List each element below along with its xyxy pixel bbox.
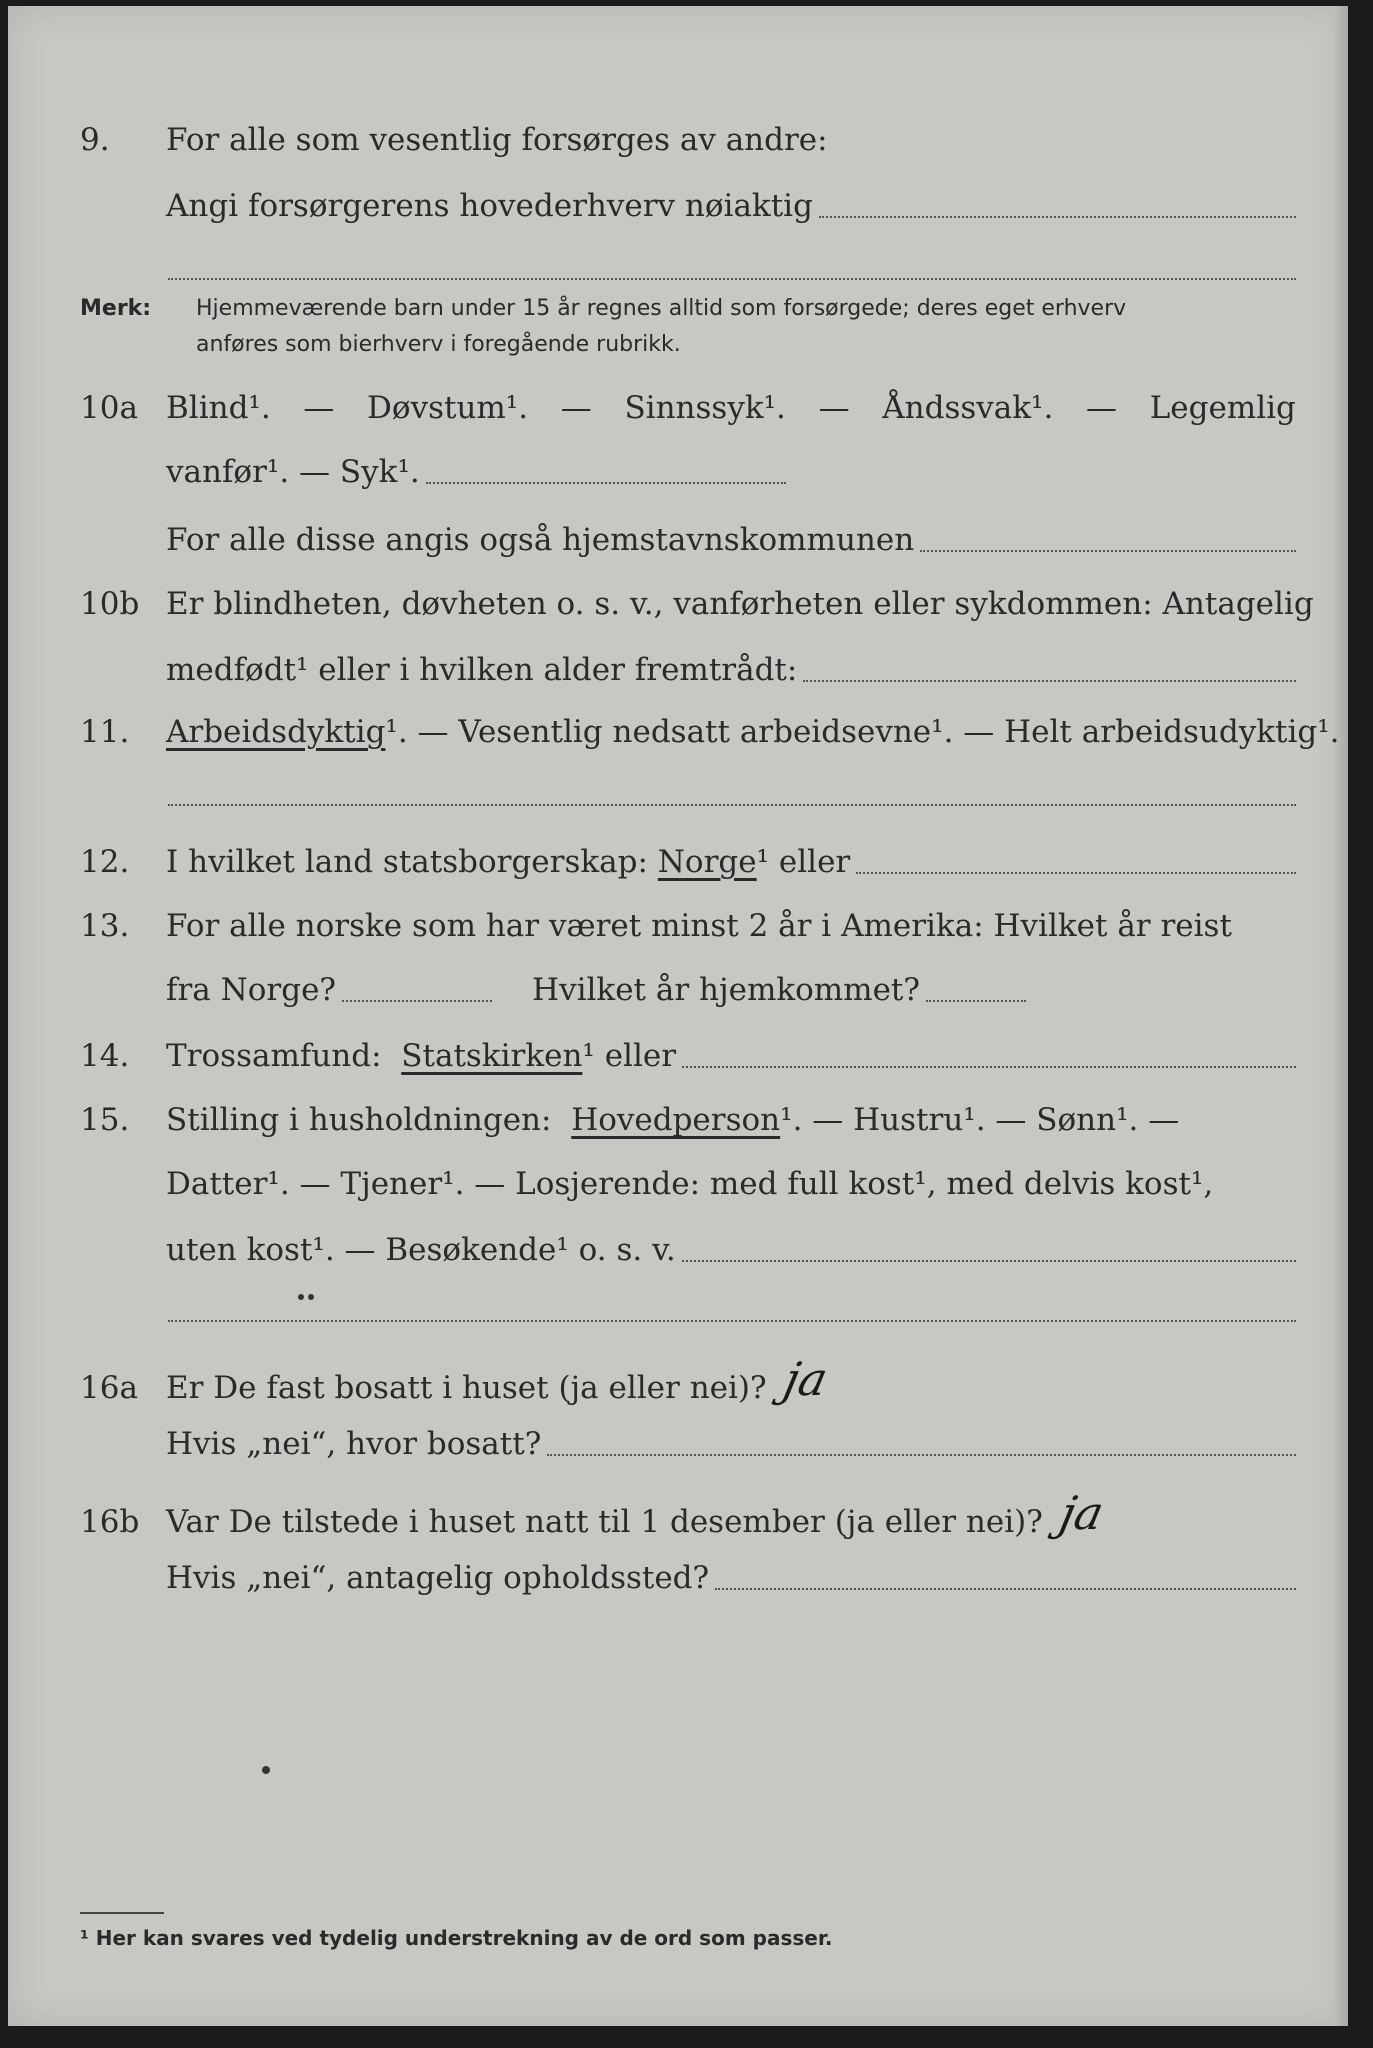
footnote: ¹ Her kan svares ved tydelig understrekning av de ord som passer.	[80, 1926, 833, 1950]
q12-answer-line[interactable]	[856, 872, 1296, 874]
q16a-line2-wrap	[166, 1426, 1296, 1462]
q15-line3[interactable]: uten kost¹. — Besøkende¹ o. s. v.	[166, 1232, 676, 1268]
q16a-answer-line[interactable]	[547, 1454, 1296, 1456]
dash: —	[560, 390, 592, 426]
q16b-line1: Var De tilstede i huset natt til 1 desember (ja eller nei)?	[166, 1504, 1043, 1540]
q9-line2: Angi forsørgerens hovederhverv nøiaktig	[166, 188, 813, 224]
q10a-blind[interactable]: Blind¹.	[166, 390, 271, 426]
q12-norge[interactable]: Norge	[657, 844, 757, 880]
q12-pre: I hvilket land statsborgerskap:	[166, 844, 648, 880]
q11-number: 11.	[80, 714, 130, 750]
q15-number: 15.	[80, 1102, 130, 1138]
q10a-andssvak[interactable]: Åndssvak¹.	[882, 390, 1054, 426]
q15-line1	[166, 1102, 1179, 1138]
q9-answer-line[interactable]	[819, 216, 1296, 218]
q16b-row2	[8, 1552, 1348, 1604]
q16a-number: 16a	[80, 1370, 138, 1406]
q13-line2a: fra Norge?	[166, 972, 337, 1008]
q15-line3-wrap	[166, 1232, 1296, 1268]
q10b-row2	[8, 644, 1348, 696]
q14-post: ¹ eller	[582, 1038, 677, 1074]
q10b-line1: Er blindheten, døvheten o. s. v., vanførheten eller sykdommen: Antagelig	[166, 586, 1314, 622]
q11-line	[166, 714, 1340, 750]
q13-line1: For alle norske som har været minst 2 år i Amerika: Hvilket år reist	[166, 908, 1232, 944]
q10a-line2-wrap	[166, 454, 786, 490]
form-page	[8, 6, 1348, 2026]
q12-number: 12.	[80, 844, 130, 880]
dash: —	[303, 390, 335, 426]
q15-answer-line[interactable]	[682, 1260, 1296, 1262]
q15-line2[interactable]: Datter¹. — Tjener¹. — Losjerende: med full kost¹, med delvis kost¹,	[166, 1166, 1214, 1202]
q13-hjemkommet-line[interactable]	[926, 1000, 1026, 1002]
q14-row	[8, 1030, 1348, 1082]
q10a-line3: For alle disse angis også hjemstavnskommunen	[166, 522, 915, 558]
q9-row2	[8, 180, 1348, 232]
q16a-line2: Hvis „nei“, hvor bosatt?	[166, 1426, 542, 1462]
q16b-number: 16b	[80, 1504, 140, 1540]
q13-reist-line[interactable]	[342, 1000, 492, 1002]
q14-line	[166, 1038, 1296, 1074]
q15-row1	[8, 1094, 1348, 1146]
q9-line1: For alle som vesentlig forsørges av andre:	[166, 122, 828, 158]
q16a-row2	[8, 1418, 1348, 1470]
q16a-line1: Er De fast bosatt i huset (ja eller nei)?	[166, 1370, 767, 1406]
q10b-row1	[8, 578, 1348, 630]
q16a-line1-wrap	[166, 1352, 833, 1406]
q16b-row1	[8, 1484, 1348, 1548]
q14-pre: Trossamfund:	[166, 1038, 382, 1074]
q16a-row1	[8, 1350, 1348, 1414]
q11-arbeidsdyktig[interactable]: Arbeidsdyktig	[166, 714, 386, 750]
q10a-line2[interactable]: vanfør¹. — Syk¹.	[166, 454, 420, 490]
q15-hovedperson[interactable]: Hovedperson	[571, 1102, 781, 1138]
merk-line1: Hjemmeværende barn under 15 år regnes alltid som forsørgede; deres eget erhverv	[196, 296, 1127, 321]
q13-line2-wrap	[166, 972, 1026, 1008]
q9-number: 9.	[80, 122, 110, 158]
q10a-sinnssyk[interactable]: Sinnssyk¹.	[624, 390, 786, 426]
q16b-line1-wrap	[166, 1486, 1109, 1540]
q11-rest[interactable]: ¹. — Vesentlig nedsatt arbeidsevne¹. — Helt arbeidsudyktig¹.	[385, 714, 1340, 750]
merk-label: Merk:	[80, 296, 152, 321]
q10a-legemlig[interactable]: Legemlig	[1149, 390, 1296, 426]
footnote-rule	[80, 1912, 164, 1914]
q10b-line2-wrap	[166, 652, 1296, 688]
q10a-row1	[8, 382, 1348, 434]
q10a-number: 10a	[80, 390, 138, 426]
q13-row2	[8, 964, 1348, 1016]
q10b-line2: medfødt¹ eller i hvilken alder fremtrådt:	[166, 652, 798, 688]
q14-statskirken[interactable]: Statskirken	[401, 1038, 583, 1074]
q10a-row3	[8, 514, 1348, 566]
q15-row2	[8, 1158, 1348, 1210]
q12-row	[8, 836, 1348, 888]
paper-edge	[1334, 6, 1348, 2026]
q12-line	[166, 844, 1296, 880]
ink-dot	[262, 1766, 270, 1774]
q9-answer-line-2[interactable]	[168, 278, 1296, 280]
q15-answer-line-2[interactable]	[168, 1320, 1296, 1322]
q13-row1	[8, 900, 1348, 952]
q10b-answer-line[interactable]	[803, 680, 1296, 682]
q10a-line3-wrap	[166, 522, 1296, 558]
q9-row1	[8, 114, 1348, 166]
q15-pre: Stilling i husholdningen:	[166, 1102, 552, 1138]
q16b-answer[interactable]: ja	[1055, 1486, 1109, 1540]
q16b-line2-wrap	[166, 1560, 1296, 1596]
ink-dot	[298, 1294, 304, 1300]
q10a-dovstum[interactable]: Døvstum¹.	[367, 390, 529, 426]
dash: —	[818, 390, 850, 426]
merk-line2: anføres som bierhverv i foregående rubrikk.	[196, 332, 681, 357]
q10a-kommune-line[interactable]	[920, 550, 1296, 552]
q15-post[interactable]: ¹. — Hustru¹. — Sønn¹. —	[780, 1102, 1180, 1138]
q10b-number: 10b	[80, 586, 140, 622]
q9-line2-wrap	[166, 188, 1296, 224]
dash: —	[1086, 390, 1118, 426]
q11-row	[8, 706, 1348, 758]
q10a-syk-line[interactable]	[426, 482, 786, 484]
q16b-line2: Hvis „nei“, antagelig opholdssted?	[166, 1560, 710, 1596]
ink-dot	[308, 1294, 314, 1300]
q15-row3	[8, 1224, 1348, 1276]
q12-post: ¹ eller	[756, 844, 851, 880]
q13-number: 13.	[80, 908, 130, 944]
q10a-options	[166, 390, 1296, 426]
q16a-answer[interactable]: ja	[778, 1352, 833, 1406]
q11-answer-line[interactable]	[168, 804, 1296, 806]
q10a-row2	[8, 446, 1348, 498]
q14-number: 14.	[80, 1038, 130, 1074]
q14-answer-line[interactable]	[682, 1066, 1296, 1068]
q13-line2b: Hvilket år hjemkommet?	[532, 972, 921, 1008]
q16b-answer-line[interactable]	[715, 1588, 1296, 1590]
